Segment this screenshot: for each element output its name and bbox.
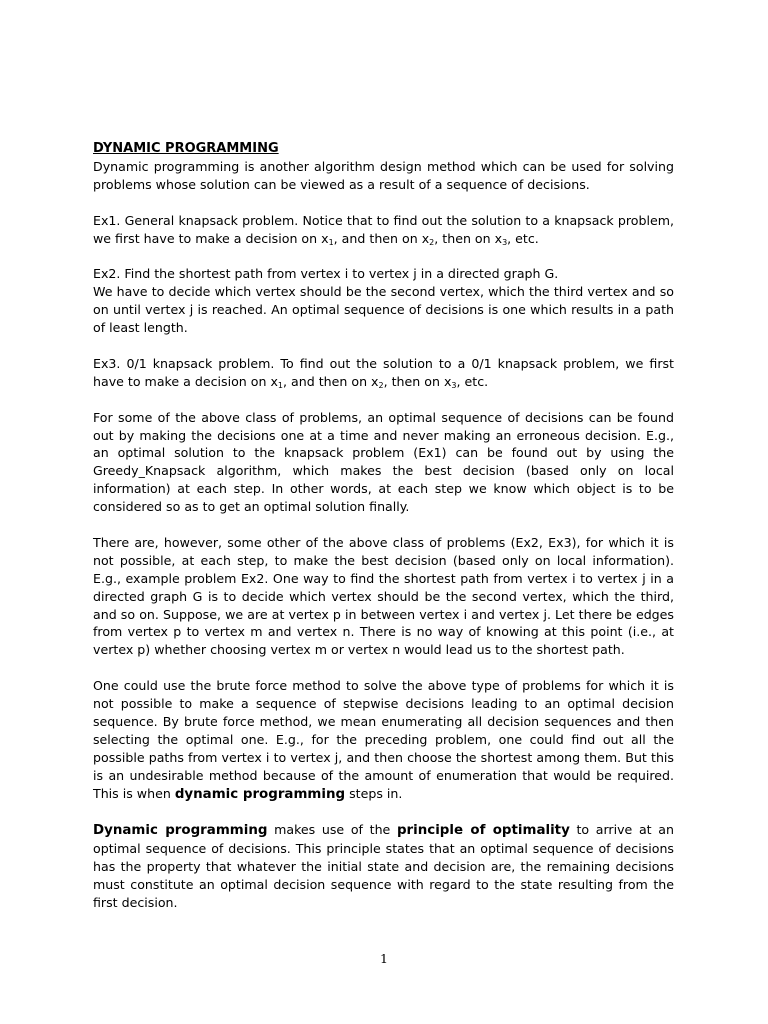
ex3-subscript-1: 1 [277, 380, 284, 390]
principle-paragraph [93, 821, 674, 912]
document-body [93, 140, 674, 930]
principle-bold-2: principle of optimality [396, 823, 570, 839]
ex1-subscript-1: 1 [328, 237, 334, 247]
ex3-end: , etc. [456, 373, 489, 389]
brute-force-text: One could use the brute force method to solve the above type of problems for which it is not possible to make a sequence of stepwise decisions leading to an optimal decision sequence. By brute force method, we mean enumerating all decision sequences and then selecting the optimal one. E.g., for the preceding problem, one could find out all the possible paths from vertex i to vertex j, and then choose the shortest among them. But this is an undesirable method because of the amount of enumeration that would be required. This is when [93, 678, 674, 801]
brute-force-paragraph [93, 677, 674, 803]
page-number: 1 [380, 951, 388, 966]
brute-force-bold: dynamic programming [174, 786, 346, 802]
ex2-text: We have to decide which vertex should be the second vertex, which the third vertex and so on until vertex j is reached. An optimal sequence of decisions is one which results in a path of least length. [93, 284, 674, 336]
greedy-paragraph: For some of the above class of problems, an optimal sequence of decisions can be found out by making the decisions one at a time and never making an erroneous decision. E.g., an optimal solution to the knapsack problem (Ex1) can be found out by using the Greedy_Knapsack algorithm, which makes the best decision (based only on local information) at each step. In other words, at each step we know which object is to be considered so as to get an optimal solution finally. [93, 409, 674, 515]
ex3-subscript-2: 2 [378, 380, 384, 390]
ex3-subscript-3: 3 [451, 380, 457, 390]
ex2-paragraph [93, 265, 674, 337]
ex2-title: Ex2. Find the shortest path from vertex i to vertex j in a directed graph G. [93, 266, 559, 282]
brute-force-end: steps in. [345, 785, 403, 801]
ex1-paragraph [93, 212, 674, 248]
ex1-text: Ex1. General knapsack problem. Notice that to find out the solution to a knapsack problem, we first have to make a decision on x [93, 212, 674, 246]
ex3-text: Ex3. 0/1 knapsack problem. To find out the solution to a 0/1 knapsack problem, we first have to make a decision on x [93, 355, 674, 389]
principle-text-1: makes use of the [267, 822, 397, 838]
principle-text-2: to arrive at an optimal sequence of decisions. This principle states that an optimal sequence of decisions has the property that whatever the initial state and decision are, the remaining decisions must constitute an optimal decision sequence with regard to the state resulting from the first decision. [93, 822, 674, 911]
ex1-subscript-2: 2 [429, 237, 435, 247]
ex3-mid-2: , then on x [383, 373, 452, 389]
intro-paragraph: Dynamic programming is another algorithm design method which can be used for solving problems whose solution can be viewed as a result of a sequence of decisions. [93, 159, 674, 192]
ex3-paragraph [93, 355, 674, 391]
principle-bold-1: Dynamic programming [93, 823, 268, 839]
page-title: DYNAMIC PROGRAMMING [93, 141, 279, 156]
ex1-mid-1: , and then on x [333, 230, 430, 246]
ex1-subscript-3: 3 [502, 237, 508, 247]
ex3-mid-1: , and then on x [283, 373, 379, 389]
ex1-end: , etc. [507, 230, 539, 246]
not-possible-paragraph: There are, however, some other of the above class of problems (Ex2, Ex3), for which it is not possible, at each step, to make the best decision (based only on local information). E.g., example problem Ex2. One way to find the shortest path from vertex i to vertex j in a directed graph G is to decide which vertex should be the second vertex, which the third, and so on. Suppose, we are at vertex p in between vertex i and vertex j. Let there be edges from vertex p to vertex m and vertex n. There is no way of knowing at this point (i.e., at vertex p) whether choosing vertex m or vertex n would lead us to the shortest path. [93, 534, 674, 658]
ex1-mid-2: , then on x [434, 230, 503, 246]
